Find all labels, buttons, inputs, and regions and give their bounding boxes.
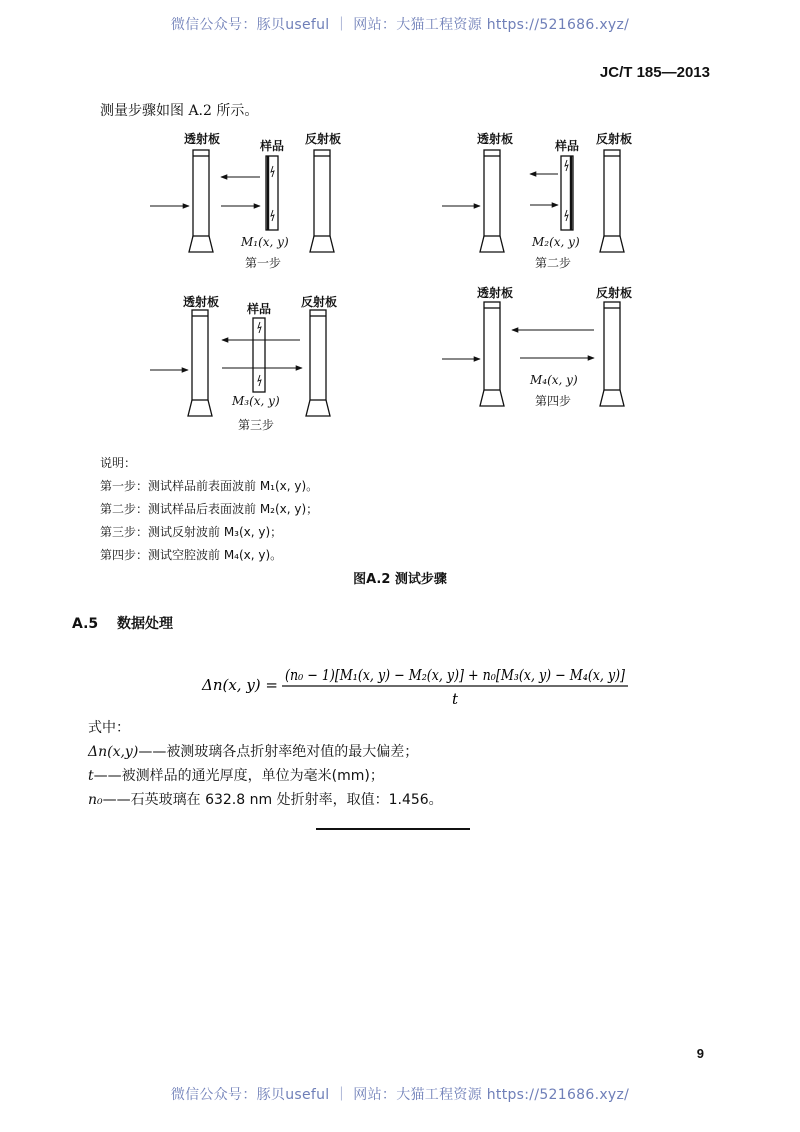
label-m: M₄(x, y) bbox=[530, 373, 578, 387]
definition-symbol: t bbox=[88, 768, 94, 784]
label-step: 第三步 bbox=[238, 418, 275, 432]
label-reflection-plate: 反射板 bbox=[305, 132, 342, 146]
label-reflection-plate: 反射板 bbox=[301, 295, 338, 309]
label-step: 第一步 bbox=[245, 256, 282, 270]
panel-step-3 bbox=[150, 294, 337, 432]
section-heading bbox=[72, 613, 173, 633]
figure-caption: 图A.2 测试步骤 bbox=[353, 572, 447, 587]
sample-plate bbox=[266, 156, 278, 230]
definition-text: ——被测样品的通光厚度，单位为毫米(mm)； bbox=[93, 768, 384, 784]
label-transmission-plate: 透射板 bbox=[184, 132, 221, 146]
formula-lhs: Δn(x, y) = bbox=[201, 676, 278, 694]
label-m: M₃(x, y) bbox=[232, 394, 280, 408]
sample-plate bbox=[253, 318, 265, 392]
page-number: 9 bbox=[696, 1046, 704, 1061]
definition-text: ——被测玻璃各点折射率绝对值的最大偏差； bbox=[138, 744, 419, 760]
section-title: 数据处理 bbox=[117, 616, 174, 632]
formula bbox=[0, 650, 800, 710]
label-sample: 样品 bbox=[260, 139, 285, 153]
transmission-plate bbox=[189, 150, 213, 252]
measurement-steps-figure bbox=[0, 0, 800, 440]
label-step: 第二步 bbox=[535, 256, 572, 270]
definition-text: ——石英玻璃在 632.8 nm 处折射率，取值：1.456。 bbox=[102, 792, 443, 808]
definitions-intro: 式中： bbox=[88, 720, 130, 736]
formula-denominator: t bbox=[451, 690, 459, 708]
watermark-top: 微信公众号：豚贝useful ｜ 网站：大猫工程资源 https://521686.xyz/ bbox=[170, 17, 630, 33]
label-reflection-plate: 反射板 bbox=[596, 132, 633, 146]
note-item: 第四步：测试空腔波前 M₄(x, y)。 bbox=[100, 548, 283, 562]
reflection-plate bbox=[310, 150, 334, 252]
label-sample: 样品 bbox=[247, 302, 272, 316]
label-transmission-plate: 透射板 bbox=[183, 295, 220, 309]
panel-step-1 bbox=[150, 131, 341, 270]
note-item: 第二步：测试样品后表面波前 M₂(x, y)； bbox=[100, 502, 319, 516]
label-step: 第四步 bbox=[535, 394, 572, 408]
formula-numerator: (n₀ − 1)[M₁(x, y) − M₂(x, y)] + n₀[M₃(x, y) − M₄(x, y)] bbox=[285, 666, 626, 684]
definition-item bbox=[88, 788, 443, 812]
standard-number: JC/T 185—2013 bbox=[599, 64, 710, 81]
reflection-plate bbox=[600, 302, 624, 406]
notes-title: 说明： bbox=[100, 456, 137, 470]
definitions bbox=[88, 716, 443, 812]
figure-notes bbox=[100, 452, 318, 567]
note-item: 第一步：测试样品前表面波前 M₁(x, y)。 bbox=[100, 479, 319, 493]
section-number: A.5 bbox=[72, 616, 99, 632]
label-sample: 样品 bbox=[555, 139, 580, 153]
definition-symbol: n₀ bbox=[88, 792, 103, 808]
label-m: M₂(x, y) bbox=[532, 235, 580, 249]
panel-step-2 bbox=[442, 131, 632, 270]
transmission-plate bbox=[188, 310, 212, 416]
definition-item bbox=[88, 764, 443, 788]
label-reflection-plate: 反射板 bbox=[596, 286, 633, 300]
note-item: 第三步：测试反射波前 M₃(x, y)； bbox=[100, 525, 283, 539]
definition-symbol: Δn(x,y) bbox=[88, 744, 139, 760]
panel-step-4 bbox=[442, 285, 632, 408]
reflection-plate bbox=[306, 310, 330, 416]
label-m: M₁(x, y) bbox=[241, 235, 289, 249]
reflection-plate bbox=[600, 150, 624, 252]
end-rule bbox=[316, 828, 470, 830]
label-transmission-plate: 透射板 bbox=[477, 286, 514, 300]
intro-text: 测量步骤如图 A.2 所示。 bbox=[100, 103, 259, 119]
transmission-plate bbox=[480, 302, 504, 406]
definition-item bbox=[88, 740, 443, 764]
watermark-bottom: 微信公众号：豚贝useful ｜ 网站：大猫工程资源 https://521686.xyz/ bbox=[170, 1087, 630, 1103]
transmission-plate bbox=[480, 150, 504, 252]
sample-plate bbox=[561, 156, 573, 230]
label-transmission-plate: 透射板 bbox=[477, 132, 514, 146]
